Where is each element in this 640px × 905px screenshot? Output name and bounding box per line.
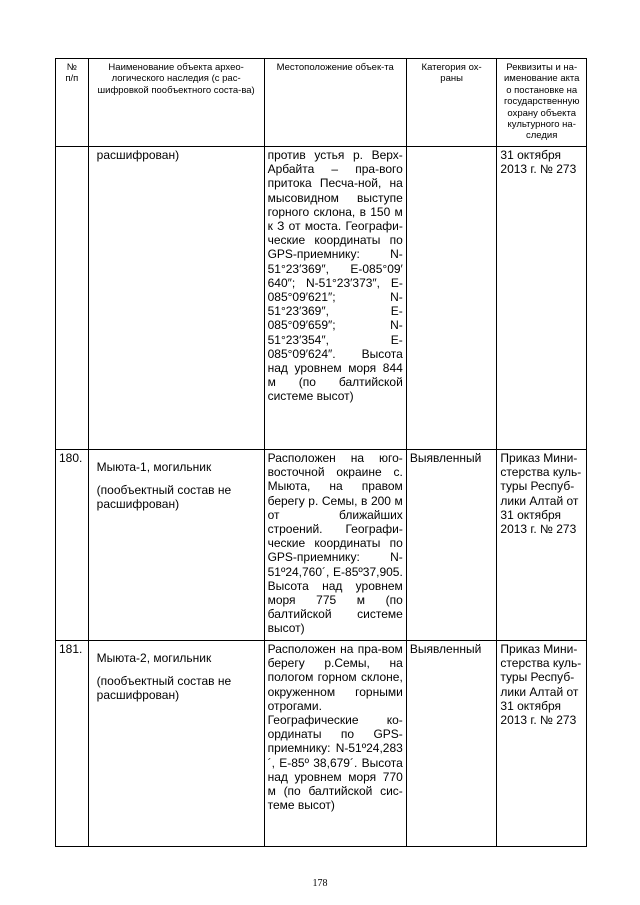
category-cell	[406, 147, 497, 450]
object-name-cell	[88, 641, 264, 847]
row-number: 180.	[56, 450, 89, 641]
object-name-cell	[88, 147, 264, 450]
header-location: Местоположение объек-та	[264, 59, 406, 147]
location-cell: Расположен на пра-вом берегу р.Семы, на пологом горном склоне, окруженном горными отрогами. Географические ко-ординаты по GPS-приемнику: N-51º24,283´, E-85º 38,679´. Высота над уровнем моря 770 м (по балтийской сис-теме высот)	[264, 641, 406, 847]
table-row	[56, 450, 587, 641]
object-name-line: расшифрован)	[96, 148, 180, 162]
row-number: 181.	[56, 641, 89, 847]
page-number: 178	[312, 878, 328, 889]
location-cell: Расположен на юго-восточной окраине с. Мыюта, на правом берегу р. Семы, в 200 м от ближайших строений. Географи-ческие координаты по GPS-приемнику: N-51º24,760´, E-85º37,905. Высота над уровнем моря 775 м (по балтийской системе высот)	[264, 450, 406, 641]
act-cell: Приказ Мини-стерства куль-туры Респуб-лики Алтай от 31 октября 2013 г. № 273	[497, 641, 587, 847]
location-cell: против устья р. Верх-Арбайта – пра-вого притока Песча-ной, на мысовидном выступе горного склона, в 150 м к З от моста. Географи-ческие координаты по GPS-приемнику: N-51°23′369″, E-085°09′ 640″; N-51°23′373″, E-085°09′621″; N-51°23′369″, E-085°09′659″; N-51°23′354″, E-085°09′624″. Высота над уровнем моря 844 м (по балтийской системе высот)	[264, 147, 406, 450]
category-cell: Выявленный	[406, 641, 497, 847]
category-cell: Выявленный	[406, 450, 497, 641]
header-act: Реквизиты и на-именование акта о постановке на государственную охрану объекта культурного на-следия	[497, 59, 587, 147]
object-composition-line: (пообъектный состав не расшифрован)	[96, 674, 232, 703]
table-header-row	[56, 59, 587, 147]
header-category: Категория ох-раны	[406, 59, 497, 147]
object-name-line: Мыюта-2, могильник	[96, 651, 212, 665]
heritage-objects-table	[55, 58, 587, 847]
header-number: № п/п	[56, 59, 89, 147]
object-name-line: Мыюта-1, могильник	[96, 460, 212, 474]
table-row	[56, 641, 587, 847]
table-row	[56, 147, 587, 450]
object-composition-line: (пообъектный состав не расшифрован)	[96, 483, 232, 512]
object-name-cell	[88, 450, 264, 641]
act-cell: 31 октября 2013 г. № 273	[497, 147, 587, 450]
act-cell: Приказ Мини-стерства куль-туры Респуб-лики Алтай от 31 октября 2013 г. № 273	[497, 450, 587, 641]
row-number	[56, 147, 89, 450]
header-object-name: Наименование объекта архео-логического наследия (с рас-шифровкой пообъектного соста-ва)	[88, 59, 264, 147]
